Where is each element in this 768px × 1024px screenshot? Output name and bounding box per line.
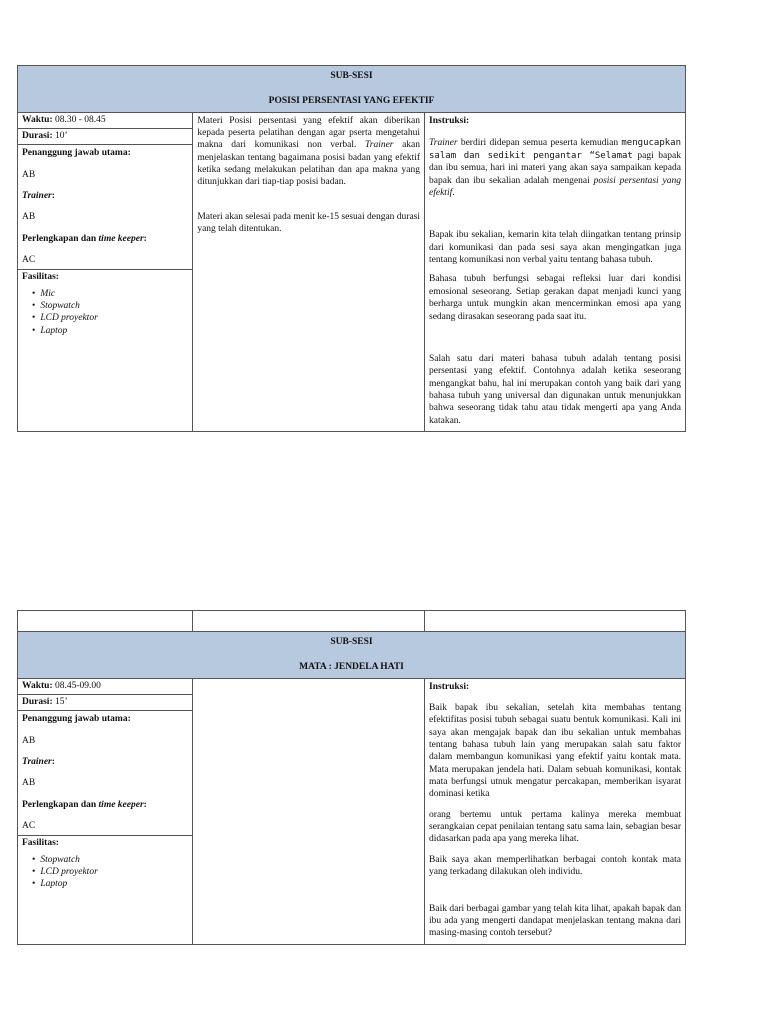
instruksi-paragraph: Salah satu dari materi bahasa tubuh adalah tentang posisi persentasi yang efektif. Contohnya adalah ketika seseorang mengangkat bahu, hal ini merupakan contoh yang baik dari yang bahasa tubuh yang universal dan digunakan untuk menunjukkan bahwa seseorang tidak tahu atau tidak mengerti apa yang Anda katakan. — [429, 353, 681, 426]
durasi-field — [18, 129, 192, 145]
materi-column — [193, 112, 425, 431]
instruksi-paragraph: orang bertemu untuk pertama kalinya mereka membuat serangkaian cepat penilaian tentang satu sama lain, sebagian besar didasarkan pada apa yang mereka lihat. — [429, 809, 681, 845]
sub-session-label: SUB-SESI — [330, 637, 373, 647]
session-body-row — [18, 112, 686, 431]
instruksi-text: . — [452, 188, 455, 199]
trainer-colon: : — [51, 191, 55, 202]
instruksi-paragraph: Bahasa tubuh berfungsi sebagai refleksi luar dari kondisi emosional seseorang. Setiap gerakan dapat menjadi kunci yang berharga untuk mungkin akan mencerminkan emosi apa yang sedang dirasakan seseorang pada saat itu. — [429, 274, 681, 322]
session-meta-column — [18, 678, 193, 944]
session-table-1 — [17, 65, 686, 432]
fasilitas-item: • Stopwatch — [32, 854, 188, 866]
perlengkapan-value: AC — [22, 821, 36, 832]
session-header-cell — [18, 632, 686, 679]
durasi-label: Durasi: — [22, 697, 53, 708]
instruksi-handwritten-text: mengucapkan salam dan sedikit pengantar “Selamat — [429, 138, 681, 161]
instruksi-column — [425, 678, 686, 944]
pj-label: Penanggung jawab utama: — [22, 148, 131, 159]
materi-column — [193, 678, 425, 944]
waktu-value: 08.45-09.00 — [52, 680, 101, 691]
waktu-field — [18, 679, 192, 695]
session-title: POSISI PERSENTASI YANG EFEKTIF — [268, 96, 435, 107]
perlengkapan-label: Perlengkapan dan — [22, 233, 99, 244]
fasilitas-list — [22, 854, 188, 891]
materi-text: Materi Posisi persentasi yang efektif akan diberikan kepada peserta pelatihan dengan agar pserta mengetahui makna dari komunikasi non verbal. — [197, 115, 421, 151]
instruksi-trainer-word: Trainer — [429, 138, 458, 149]
fasilitas-item: • LCD proyektor — [32, 866, 188, 878]
blank-row — [18, 611, 686, 632]
durasi-field — [18, 695, 192, 711]
instruksi-text: pagi bapak dan ibu semua, hari ini materi yang akan saya sampaikan kepada bapak dan ibu sekalian adalah mengenai — [429, 150, 681, 186]
instruksi-text: berdiri didepan semua peserta kemudian — [457, 138, 622, 149]
trainer-label: Trainer — [22, 191, 52, 202]
perlengkapan-value: AC — [22, 255, 36, 266]
instruksi-label: Instruksi: — [429, 115, 470, 126]
instruksi-paragraph: Baik bapak ibu sekalian, setelah kita membahas tentang efektifitas posisi tubuh sebagai suatu bentuk komunikasi. Kali ini saya akan mengajak bapak dan ibu sekalian untuk membahas tentang bahasa tubuh lain yang merupakan salah satu faktor dalam membangun komunikasi yang efektif yaitu kontak mata. Mata merupakan jendela hati. Dalam sebuah komunikasi, kontak mata berfungsi utnuk mengatur percakapan, memberikan isyarat dominasi ketika — [429, 703, 681, 800]
materi-trainer-word: Trainer — [364, 140, 394, 151]
sub-session-label: SUB-SESI — [330, 71, 373, 81]
fasilitas-block — [18, 836, 192, 892]
fasilitas-item: • LCD proyektor — [32, 312, 188, 324]
responsible-block — [18, 711, 192, 836]
fasilitas-item: • Laptop — [32, 325, 188, 337]
session-header-cell — [18, 66, 686, 113]
instruksi-paragraph — [429, 137, 681, 199]
durasi-value: 15’ — [52, 697, 68, 708]
instruksi-label: Instruksi: — [429, 681, 470, 692]
time-keeper-label: time keeper — [98, 799, 144, 810]
materi-paragraph: Materi akan selesai pada menit ke-15 sesuai dengan durasi yang telah ditentukan. — [197, 211, 421, 235]
waktu-label: Waktu: — [22, 114, 53, 125]
fasilitas-list — [22, 288, 188, 337]
fasilitas-item: • Laptop — [32, 878, 188, 890]
trainer-value: AB — [22, 778, 36, 789]
trainer-colon: : — [51, 757, 55, 768]
instruksi-paragraph: Baik dari berbagai gambar yang telah kita lihat, apakah bapak dan ibu ada yang mengerti dandapat menjelaskan tentang makna dari masing-masing contoh tersebut? — [429, 903, 681, 939]
fasilitas-label: Fasilitas: — [22, 838, 59, 849]
perlengkapan-colon: : — [143, 799, 147, 810]
instruksi-paragraph: Baik saya akan memperlihatkan berbagai contoh kontak mata yang terkadang dilakukan oleh individu. — [429, 854, 681, 878]
perlengkapan-colon: : — [143, 233, 147, 244]
instruksi-paragraph: Bapak ibu sekalian, kemarin kita telah diingatkan tentang prinsip dari komunikasi dan pada sesi saya akan mengingatkan juga tentang komunikasi non verbal yaitu tentang bahasa tubuh. — [429, 230, 681, 266]
responsible-block — [18, 145, 192, 270]
durasi-value: 10’ — [52, 131, 68, 142]
fasilitas-block — [18, 270, 192, 431]
pj-label: Penanggung jawab utama: — [22, 714, 131, 725]
blank-cell — [425, 611, 686, 632]
fasilitas-label: Fasilitas: — [22, 272, 59, 283]
instruksi-italic-text: posisi persentasi yang efektif — [429, 175, 681, 199]
waktu-label: Waktu: — [22, 680, 53, 691]
waktu-field — [18, 113, 192, 129]
instruksi-column — [425, 112, 686, 431]
waktu-value: 08.30 - 08.45 — [52, 114, 106, 125]
fasilitas-item: • Mic — [32, 288, 188, 300]
trainer-label: Trainer — [22, 757, 52, 768]
pj-value: AB — [22, 169, 36, 180]
time-keeper-label: time keeper — [98, 233, 144, 244]
session-meta-column — [18, 112, 193, 431]
materi-paragraph — [197, 115, 420, 189]
session-header — [18, 632, 686, 679]
pj-value: AB — [22, 735, 36, 746]
materi-text: akan menjelaskan tentang bagaimana posisi badan yang efektif ketika sedang melakukan pelatihan dan apa makna yang ditunjukkan dari tiap-tiap posisi badan. — [197, 140, 421, 188]
session-header — [18, 66, 686, 113]
blank-cell — [18, 611, 193, 632]
session-body-row — [18, 678, 686, 944]
session-table-2 — [17, 610, 686, 945]
durasi-label: Durasi: — [22, 131, 53, 142]
perlengkapan-label: Perlengkapan dan — [22, 799, 99, 810]
blank-cell — [193, 611, 425, 632]
trainer-value: AB — [22, 212, 36, 223]
fasilitas-item: • Stopwatch — [32, 300, 188, 312]
session-title: MATA : JENDELA HATI — [299, 662, 404, 673]
